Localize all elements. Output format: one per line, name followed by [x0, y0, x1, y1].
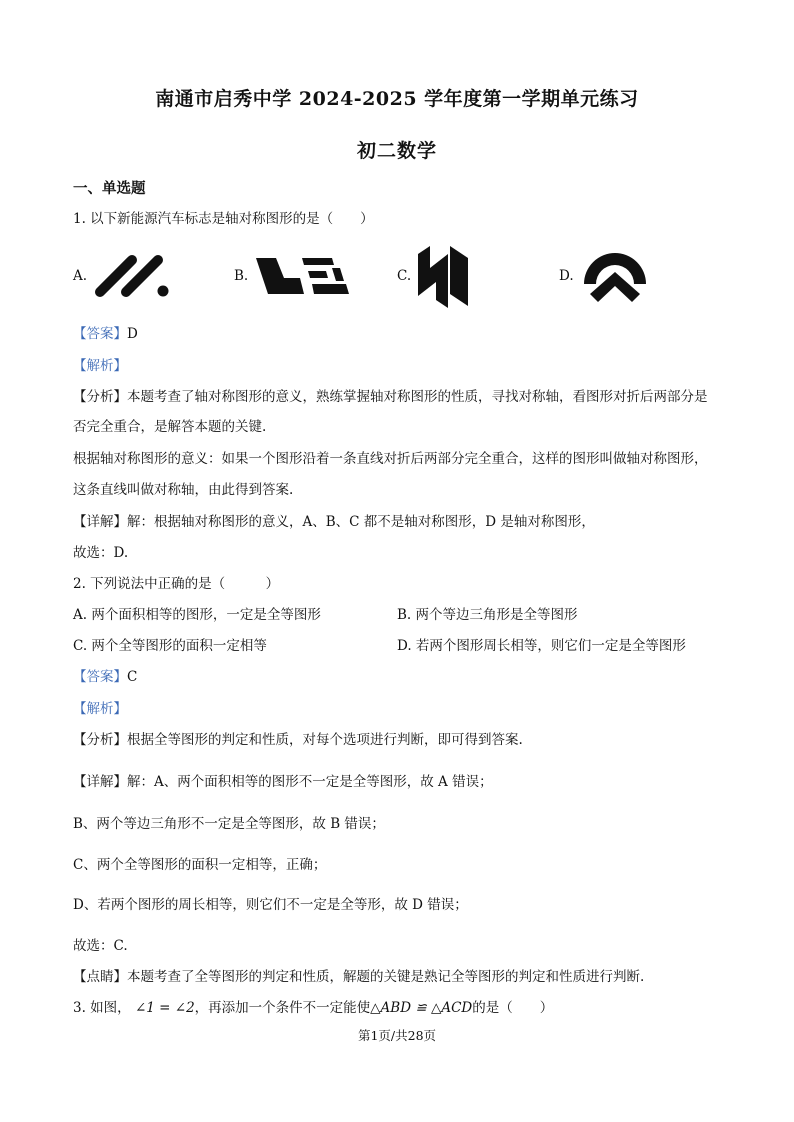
- q3-stem-part-c: 的是（ ）: [472, 1000, 554, 1016]
- q2-option-a: A. 两个面积相等的图形，一定是全等图形: [73, 607, 321, 623]
- q2-option-d: D. 若两个图形周长相等，则它们一定是全等图形: [397, 638, 686, 654]
- document-title: 南通市启秀中学 2024-2025 学年度第一学期单元练习: [155, 88, 639, 110]
- q1-stem: 1. 以下新能源汽车标志是轴对称图形的是（ ）: [73, 211, 374, 227]
- q1-fenxi-text: 本题考查了轴对称图形的意义，熟练掌握轴对称图形的性质，寻找对称轴，看图形对折后两部分是: [127, 389, 708, 405]
- detail-tag: 【详解】: [73, 774, 127, 790]
- arch-chevron-logo-icon: [580, 246, 650, 306]
- q2-analysis-tag: 【解析】: [73, 701, 127, 717]
- q3-stem-part-b: ，再添加一个条件不一定能使: [194, 1000, 371, 1016]
- q1-option-b-label: B.: [234, 268, 249, 284]
- dianjing-tag: 【点睛】: [73, 969, 127, 985]
- q1-detail-text: 解：根据轴对称图形的意义，A、B、C 都不是轴对称图形，D 是轴对称图形，: [127, 514, 595, 530]
- q2-option-b: B. 两个等边三角形是全等图形: [397, 607, 578, 623]
- q3-stem-part-a: 3. 如图，: [73, 1000, 131, 1016]
- q2-detail-d: D、若两个图形的周长相等，则它们不一定是全等形，故 D 错误；: [73, 897, 468, 913]
- q1-fenxi-line-2: 否完全重合，是解答本题的关键.: [73, 419, 267, 435]
- q2-answer: [73, 668, 137, 686]
- detail-tag: 【详解】: [73, 514, 127, 530]
- q1-answer-value: D: [127, 326, 138, 342]
- fenxi-tag: 【分析】: [73, 389, 127, 405]
- q1-conclusion: 故选：D.: [73, 545, 129, 561]
- fenxi-tag: 【分析】: [73, 732, 127, 748]
- q1-fenxi-line-1: [73, 388, 708, 406]
- section-heading: 一、单选题: [73, 180, 146, 197]
- q1-basis-line-1: 根据轴对称图形的意义：如果一个图形沿着一条直线对折后两部分完全重合，这样的图形叫做轴对称图形，: [73, 451, 708, 467]
- q2-dianjing: [73, 968, 644, 986]
- q2-detail-a: [73, 773, 493, 791]
- li-logo-icon: [254, 256, 350, 296]
- q2-detail-a-text: 解：A、两个面积相等的图形不一定是全等图形，故 A 错误；: [127, 774, 493, 790]
- q1-option-c-label: C.: [397, 268, 412, 284]
- document-subtitle: 初二数学: [356, 140, 437, 162]
- q3-congruence-expression: △ABD ≌ △ACD: [370, 1000, 473, 1016]
- q2-answer-value: C: [127, 669, 138, 685]
- q2-fenxi: [73, 731, 523, 749]
- q2-fenxi-text: 根据全等图形的判定和性质，对每个选项进行判断，即可得到答案.: [127, 732, 523, 748]
- q2-conclusion: 故选：C.: [73, 938, 128, 954]
- q1-detail: [73, 513, 595, 531]
- q1-option-d-label: D.: [559, 268, 574, 284]
- n-block-logo-icon: [416, 244, 470, 308]
- q3-angle-equation: ∠1 = ∠2: [134, 1000, 195, 1016]
- q2-stem: 2. 下列说法中正确的是（ ）: [73, 576, 280, 592]
- q1-basis-line-2: 这条直线叫做对称轴，由此得到答案.: [73, 482, 294, 498]
- answer-tag: 【答案】: [73, 669, 127, 685]
- page-footer: 第1页/共28页: [357, 1028, 437, 1043]
- q2-option-c: C. 两个全等图形的面积一定相等: [73, 638, 267, 654]
- q2-detail-c: C、两个全等图形的面积一定相等，正确；: [73, 857, 327, 873]
- q1-option-a-label: A.: [73, 268, 88, 284]
- q1-analysis-tag: 【解析】: [73, 358, 127, 374]
- double-slash-logo-icon: [92, 252, 172, 300]
- q3-stem: [73, 999, 553, 1017]
- answer-tag: 【答案】: [73, 326, 127, 342]
- q1-answer: [73, 325, 138, 343]
- q2-dianjing-text: 本题考查了全等图形的判定和性质，解题的关键是熟记全等图形的判定和性质进行判断.: [127, 969, 645, 985]
- q2-detail-b: B、两个等边三角形不一定是全等图形，故 B 错误；: [73, 816, 385, 832]
